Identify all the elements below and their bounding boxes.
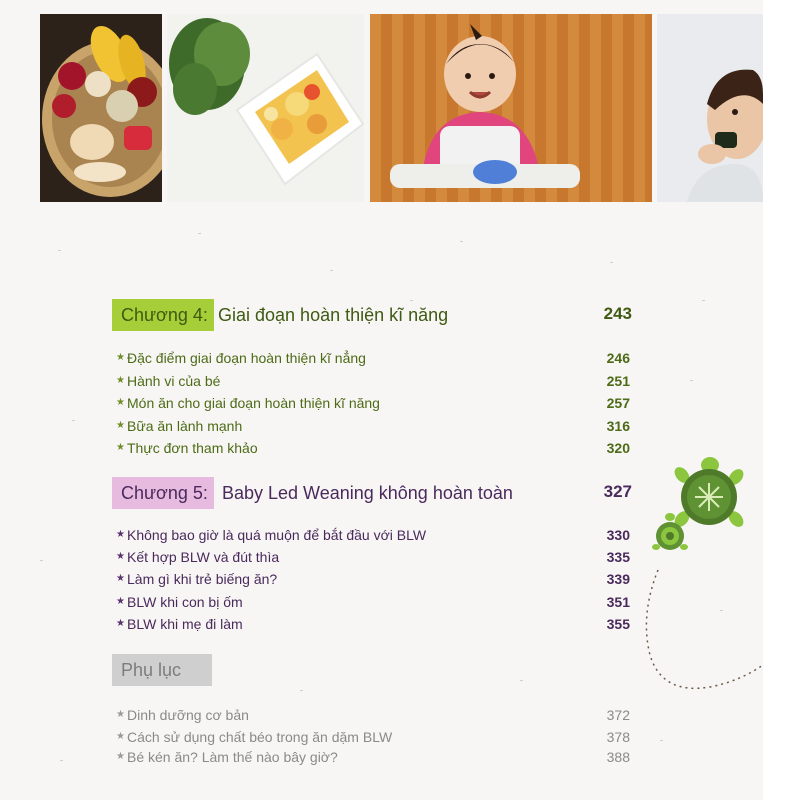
star-icon: ★ xyxy=(116,442,125,453)
paper-speck xyxy=(702,300,705,301)
star-icon: ★ xyxy=(116,397,125,408)
toc-entry-page: 351 xyxy=(606,594,630,610)
star-icon: ★ xyxy=(116,596,125,607)
star-icon: ★ xyxy=(116,375,125,386)
toc-entry[interactable] xyxy=(116,395,630,415)
star-icon: ★ xyxy=(116,709,125,720)
toc-entry[interactable] xyxy=(116,749,630,769)
appendix-heading[interactable] xyxy=(112,654,222,686)
paper-speck xyxy=(690,380,693,381)
toc-entry-title: Không bao giờ là quá muộn để bắt đầu với BLW xyxy=(127,527,427,543)
paper-speck xyxy=(330,270,333,271)
toc-entry-title: Hành vi của bé xyxy=(127,373,221,389)
toc-entry-page: 378 xyxy=(606,729,630,745)
chapter-4-heading[interactable] xyxy=(112,299,632,331)
dotted-trail-decoration xyxy=(646,570,763,688)
star-icon: ★ xyxy=(116,751,125,762)
toc-entry-page: 320 xyxy=(606,440,630,456)
star-icon: ★ xyxy=(116,529,125,540)
toc-entry[interactable] xyxy=(116,616,630,636)
large-turtle-icon xyxy=(672,457,747,530)
paper-speck xyxy=(520,680,523,681)
star-icon: ★ xyxy=(116,352,125,363)
star-icon: ★ xyxy=(116,618,125,629)
toc-entry-title: Dinh dưỡng cơ bản xyxy=(127,707,249,723)
fruit-basket-photo xyxy=(40,14,162,202)
chapter-5-label: Chương 5: xyxy=(121,482,208,503)
paper-speck xyxy=(198,233,201,234)
toc-entry[interactable] xyxy=(116,707,630,727)
paper-speck xyxy=(300,690,303,691)
baby-highchair-photo xyxy=(370,14,652,202)
chapter-5-title: Baby Led Weaning không hoàn toàn xyxy=(222,483,513,503)
toc-entry-page: 330 xyxy=(606,527,630,543)
toc-entry-title: BLW khi mẹ đi làm xyxy=(127,616,243,632)
turtle-decoration xyxy=(640,455,763,705)
toc-entry[interactable] xyxy=(116,440,630,460)
toc-entry-title: Bữa ăn lành mạnh xyxy=(127,418,243,434)
toc-entry-title: Cách sử dụng chất béo trong ăn dặm BLW xyxy=(127,729,393,745)
toc-entry-title: Bé kén ăn? Làm thế nào bây giờ? xyxy=(127,749,338,765)
toc-entry-title: Đặc điểm giai đoạn hoàn thiện kĩ nẳng xyxy=(127,350,366,366)
toc-entry-title: Kết hợp BLW và đút thìa xyxy=(127,549,280,565)
star-icon: ★ xyxy=(116,420,125,431)
toc-entry-page: 246 xyxy=(606,350,630,366)
chapter-4-title: Giai đoạn hoàn thiện kĩ năng xyxy=(218,305,449,325)
toc-entry-page: 251 xyxy=(606,373,630,389)
chapter-4-label: Chương 4: xyxy=(121,304,208,325)
chapter-4-page: 243 xyxy=(603,304,632,323)
child-eating-photo xyxy=(657,14,763,202)
paper-speck xyxy=(40,560,43,561)
toc-entry-page: 257 xyxy=(606,395,630,411)
egg-dish-photo xyxy=(167,14,364,202)
toc-entry[interactable] xyxy=(116,571,630,591)
appendix-label-box xyxy=(112,654,212,686)
star-icon: ★ xyxy=(116,551,125,562)
toc-entry[interactable] xyxy=(116,350,630,370)
chapter-5-heading[interactable] xyxy=(112,477,632,509)
paper-speck xyxy=(72,420,75,421)
paper-speck xyxy=(60,760,63,761)
toc-entry[interactable] xyxy=(116,549,630,569)
toc-entry[interactable] xyxy=(116,418,630,438)
paper-speck xyxy=(610,262,613,263)
toc-entry[interactable] xyxy=(116,373,630,393)
toc-entry[interactable] xyxy=(116,594,630,614)
paper-speck xyxy=(58,250,61,251)
toc-entry-page: 339 xyxy=(606,571,630,587)
toc-entry-title: Làm gì khi trẻ biếng ăn? xyxy=(127,571,278,587)
appendix-label: Phụ lục xyxy=(121,659,182,680)
star-icon: ★ xyxy=(116,731,125,742)
chapter-5-page: 327 xyxy=(603,482,632,501)
toc-entry-title: Thực đơn tham khảo xyxy=(127,440,258,456)
paper-speck xyxy=(660,740,663,741)
toc-entry-page: 335 xyxy=(606,549,630,565)
toc-entry-page: 372 xyxy=(606,707,630,723)
toc-entry[interactable] xyxy=(116,729,630,749)
toc-entry-page: 355 xyxy=(606,616,630,632)
chapter-4-label-box xyxy=(112,299,214,331)
toc-entry-page: 316 xyxy=(606,418,630,434)
toc-entry-title: BLW khi con bị ốm xyxy=(127,594,243,610)
toc-entry-page: 388 xyxy=(606,749,630,765)
star-icon: ★ xyxy=(116,573,125,584)
toc-entry-title: Món ăn cho giai đoạn hoàn thiện kĩ năng xyxy=(127,395,380,411)
chapter-5-label-box xyxy=(112,477,214,509)
toc-entry[interactable] xyxy=(116,527,630,547)
paper-speck xyxy=(460,241,463,242)
